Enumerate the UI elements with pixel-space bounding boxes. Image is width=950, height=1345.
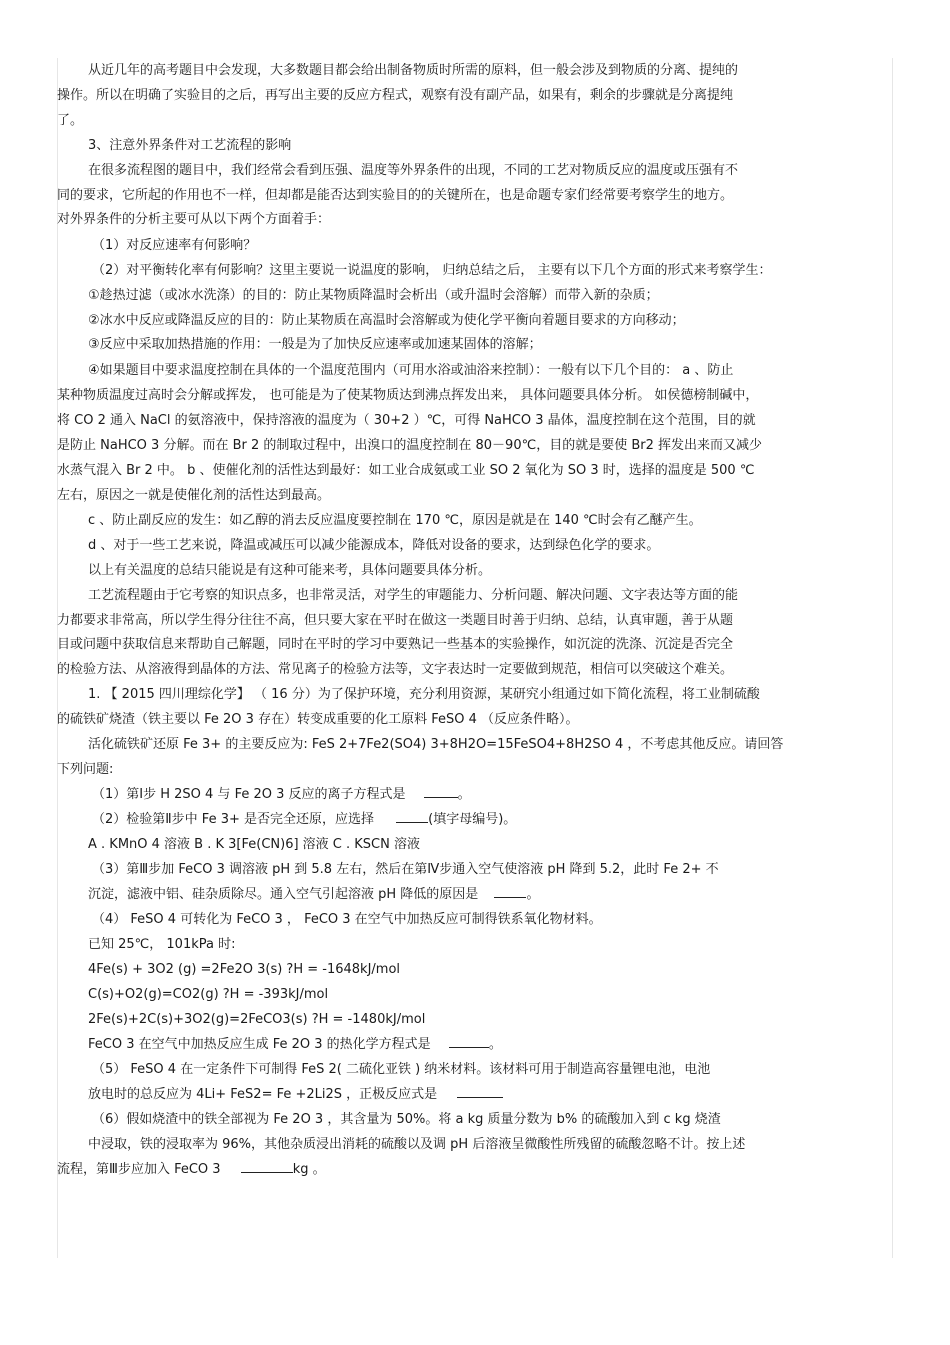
paragraph-line: c 、防止副反应的发生：如乙醇的消去反应温度要控制在 170 ℃，原因是就是在 140 ℃时会有乙醚产生。 (88, 513, 702, 528)
list-item: ①趁热过滤（或冰水洗涤）的目的：防止某物质降温时会析出（或升温时会溶解）而带入新的杂质； (88, 288, 659, 303)
paragraph-line: 力都要求非常高，所以学生得分往往不高，但只要大家在平时在做这一类题目时善于归纳、总结，认真审题，善于从题 (57, 613, 734, 628)
given-conditions: 已知 25℃， 101kPa 时: (88, 937, 236, 952)
list-item: ③反应中采取加热措施的作用：一般是为了加快反应速率或加速某固体的溶解； (88, 337, 542, 352)
paragraph-line: 从近几年的高考题目中会发现，大多数题目都会给出制备物质时所需的原料，但一般会涉及到物质的分离、提纯的 (88, 63, 739, 78)
sub-question-2 (92, 811, 892, 829)
choice-options: A . KMnO 4 溶液 B . K 3[Fe(CN)6] 溶液 C . KSCN 溶液 (88, 837, 420, 852)
sub-question-text: 沉淀，滤液中铝、硅杂质除尽。通入空气引起溶液 pH 降低的原因是 (88, 887, 479, 902)
paragraph-line: 在很多流程图的题目中，我们经常会看到压强、温度等外界条件的出现，不同的工艺对物质反应的温度或压强有不 (88, 163, 739, 178)
answer-blank (457, 1086, 503, 1098)
answer-blank (494, 886, 526, 898)
sub-question-5: （5） FeSO 4 在一定条件下可制得 FeS 2( 二硫化亚铁 ) 纳米材料。该材料可用于制造高容量锂电池，电池 (92, 1062, 711, 1077)
paragraph-line: 是防止 NaHCO 3 分解。而在 Br 2 的制取过程中，出溴口的温度控制在 80－90℃，目的就是要使 Br2 挥发出来而又减少 (57, 438, 762, 453)
sub-question-5-cont (88, 1086, 893, 1104)
section-heading: 3、注意外界条件对工艺流程的影响 (88, 138, 292, 153)
sub-question-text: （2）检验第Ⅱ步中 Fe 3+ 是否完全还原，应选择 (92, 812, 374, 827)
equation-line: 2Fe(s)+2C(s)+3O2(g)=2FeCO3(s) ?H = -1480kJ/mol (88, 1012, 426, 1027)
blank-note: (填字母编号)。 (428, 812, 517, 827)
paragraph-line: 对外界条件的分析主要可从以下两个方面着手： (57, 212, 331, 227)
sub-question-text: 放电时的总反应为 4Li+ FeS2= Fe +2Li2S ，正极反应式是 (88, 1087, 438, 1102)
paragraph-line: 同的要求，它所起的作用也不一样，但却都是能否达到实验目的的关键所在，也是命题专家们经常要考察学生的地方。 (57, 188, 734, 203)
equation-line: C(s)+O2(g)=CO2(g) ?H = -393kJ/mol (88, 987, 329, 1002)
question-stem: 活化硫铁矿还原 Fe 3+ 的主要反应为: FeS 2+7Fe2(SO4) 3+8H2O=15FeSO4+8H2SO 4 ，不考虑其他反应。请回答 (88, 737, 784, 752)
sub-question-6-cont: 中浸取，铁的浸取率为 96%，其他杂质浸出消耗的硫酸以及调 pH 后溶液呈微酸性所残留的硫酸忽略不计。按上述 (88, 1137, 746, 1152)
paragraph-line: 的检验方法、从溶液得到晶体的方法、常见离子的检验方法等，文字表达时一定要做到规范，相信可以突破这个难关。 (57, 662, 734, 677)
paragraph-line: d 、对于一些工艺来说，降温或减压可以减少能源成本，降低对设备的要求，达到绿色化学的要求。 (88, 538, 660, 553)
paragraph-line: 操作。所以在明确了实验目的之后，再写出主要的反应方程式，观察有没有副产品，如果有，剩余的步骤就是分离提纯 (57, 88, 734, 103)
line-end-mark: 。 (488, 1037, 502, 1052)
paragraph-line: 目或问题中获取信息来帮助自己解题，同时在平时的学习中要熟记一些基本的实验操作，如沉淀的洗涤、沉淀是否完全 (57, 637, 734, 652)
sub-question-1 (92, 786, 892, 804)
answer-blank (424, 786, 458, 798)
equation-line: 4Fe(s) + 3O2 (g) =2Fe2O 3(s) ?H = -1648kJ/mol (88, 962, 401, 977)
answer-blank (449, 1036, 489, 1048)
sub-question-text: 流程，第Ⅲ步应加入 FeCO 3 (57, 1162, 221, 1177)
sub-question-6-end (57, 1161, 897, 1179)
line-end-mark: 。 (457, 787, 471, 802)
unit-label: kg 。 (292, 1162, 326, 1177)
question-stem: 的硫铁矿烧渣（铁主要以 Fe 2O 3 存在）转变成重要的化工原料 FeSO 4 （反应条件略）。 (57, 712, 579, 727)
paragraph-line: 将 CO 2 通入 NaCl 的氨溶液中，保持溶液的温度为（ 30+2 ）℃，可得 NaHCO 3 晶体，温度控制在这个范围，目的就 (57, 413, 756, 428)
sub-question-6: （6）假如烧渣中的铁全部视为 Fe 2O 3 ，其含量为 50%。将 a kg 质量分数为 b% 的硫酸加入到 c kg 烧渣 (92, 1112, 721, 1127)
sub-question-4: （4） FeSO 4 可转化为 FeCO 3 ， FeCO 3 在空气中加热反应可制得铁系氧化物材料。 (92, 912, 602, 927)
answer-blank (396, 811, 428, 823)
list-item: ④如果题目中要求温度控制在具体的一个温度范围内（可用水浴或油浴来控制）：一般有以下几个目的： a 、防止 (88, 363, 734, 378)
question-stem: 下列问题: (57, 762, 114, 777)
sub-question-text: FeCO 3 在空气中加热反应生成 Fe 2O 3 的热化学方程式是 (88, 1037, 431, 1052)
paragraph-line: 了。 (57, 113, 84, 128)
list-item: （1）对反应速率有何影响？ (92, 238, 257, 253)
list-item: ②冰水中反应或降温反应的目的：防止某物质在高温时会溶解或为使化学平衡向着题目要求的方向移动； (88, 313, 685, 328)
sub-question-4-ask (88, 1036, 893, 1054)
answer-blank (241, 1161, 293, 1173)
sub-question-text: （1）第Ⅰ步 H 2SO 4 与 Fe 2O 3 反应的离子方程式是 (92, 787, 406, 802)
sub-question-3: （3）第Ⅲ步加 FeCO 3 调溶液 pH 到 5.8 左右，然后在第Ⅳ步通入空气使溶液 pH 降到 5.2，此时 Fe 2+ 不 (92, 862, 719, 877)
paragraph-line: 工艺流程题由于它考察的知识点多，也非常灵活，对学生的审题能力、分析问题、解决问题、文字表达等方面的能 (88, 588, 739, 603)
paragraph-line: 水蒸气混入 Br 2 中。 b 、使催化剂的活性达到最好：如工业合成氨或工业 SO 2 氧化为 SO 3 时，选择的温度是 500 ℃ (57, 463, 755, 478)
paragraph-line: 以上有关温度的总结只能说是有这种可能来考，具体问题要具体分析。 (88, 563, 492, 578)
sub-question-3-cont (88, 886, 893, 904)
line-end-mark: 。 (526, 887, 540, 902)
list-item: （2）对平衡转化率有何影响？这里主要说一说温度的影响， 归纳总结之后， 主要有以下几个方面的形式来考察学生： (92, 263, 772, 278)
question-stem: 1. 【 2015 四川理综化学】 （ 16 分）为了保护环境，充分利用资源，某研究小组通过如下简化流程，将工业制硫酸 (88, 687, 760, 702)
paragraph-line: 某种物质温度过高时会分解或挥发， 也可能是为了使某物质达到沸点挥发出来， 具体问题要具体分析。 如侯德榜制碱中， (57, 388, 759, 403)
paragraph-line: 左右，原因之一就是使催化剂的活性达到最高。 (57, 488, 331, 503)
